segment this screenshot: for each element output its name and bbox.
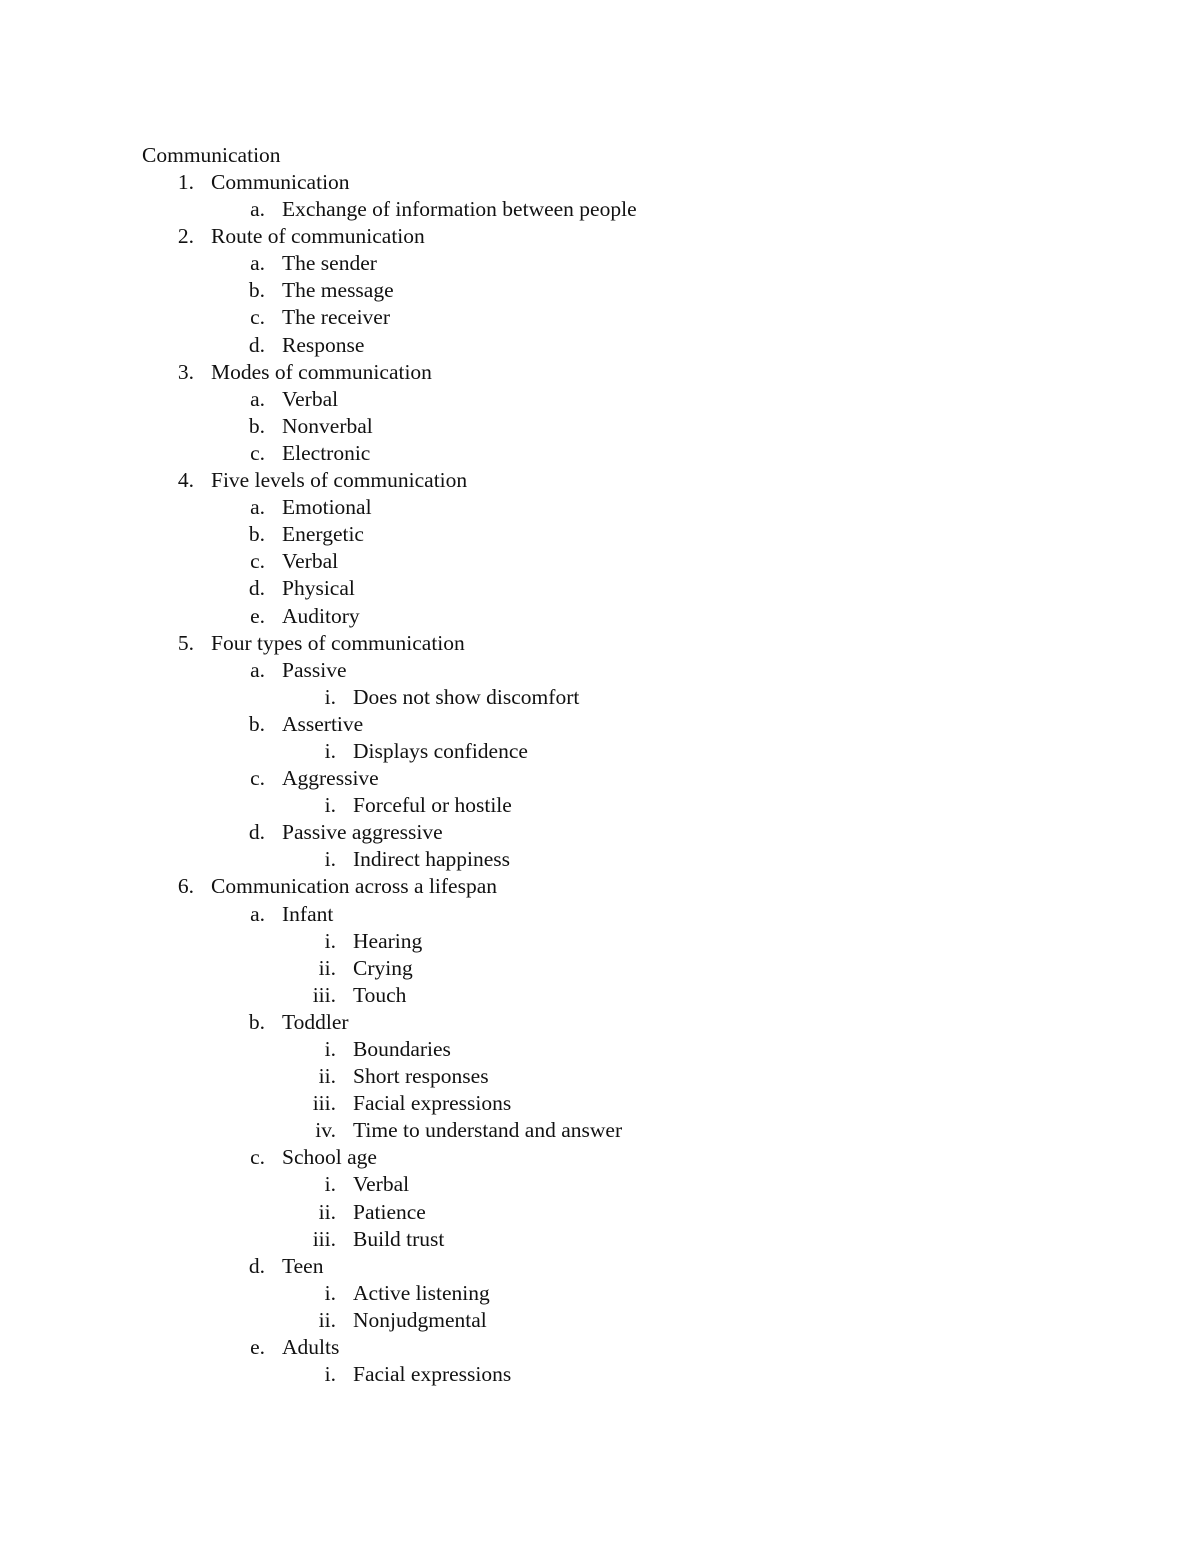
outline-item-marker: c. [250,1145,265,1170]
outline-subitem-marker: i. [324,1037,336,1061]
outline-item-marker: a. [250,386,265,411]
outline-subitem-label: Nonjudgmental [353,1307,487,1332]
outline-item [142,440,1042,467]
outline-item [142,711,1042,738]
outline-item-marker: d. [248,820,265,845]
outline-item-marker: c. [250,766,265,791]
outline-section-label: Communication [211,170,350,194]
outline-subitem [142,1307,1042,1334]
outline-item [142,657,1042,684]
outline-subitem-label: Time to understand and answer [353,1118,623,1143]
outline-subitem-marker: iii. [312,1226,336,1251]
outline-subitem-marker: i. [324,1172,336,1197]
outline-subitem-label: Forceful or hostile [353,793,512,818]
outline-section-marker: 1. [177,170,194,194]
outline-item-label: Assertive [282,711,364,736]
outline-subitem-label: Crying [353,955,413,980]
outline-subitem-label: Indirect happiness [353,847,511,872]
outline-item-marker: b. [248,522,265,547]
outline-section [142,873,1042,900]
outline-subitem-label: Verbal [353,1172,410,1197]
outline-subitem-marker: i. [324,928,336,953]
outline-item [142,304,1042,331]
outline-item-marker: b. [248,711,265,736]
outline-item-marker: d. [248,1253,265,1278]
outline-subitem-marker: i. [324,847,336,872]
outline-subitem [142,846,1042,873]
outline-item-label: Response [282,332,365,357]
outline-item-label: Physical [282,576,355,601]
outline-item [142,521,1042,548]
outline-item-marker: a. [250,901,265,926]
outline-item-label: The receiver [282,305,391,330]
outline-subitem [142,1226,1042,1253]
outline-section-label: Modes of communication [211,359,432,384]
outline-item-label: Auditory [282,603,360,628]
document-title: Communication [142,143,281,167]
outline-section-label: Five levels of communication [211,468,468,493]
outline-subitem-label: Boundaries [353,1037,451,1061]
outline-item-marker: c. [250,305,265,330]
outline-item [142,277,1042,304]
outline-item-label: The sender [282,251,377,276]
outline-section-marker: 4. [177,468,194,493]
outline-subitem-marker: i. [324,793,336,818]
outline-item [142,548,1042,575]
outline-subitem [142,928,1042,955]
outline-subitem-label: Hearing [353,928,423,953]
outline-section [142,169,1042,196]
outline-item-marker: b. [248,278,265,303]
outline-section-marker: 5. [177,630,194,655]
outline-item-marker: c. [250,549,265,574]
outline-subitem-label: Short responses [353,1064,489,1089]
outline-item-marker: d. [248,332,265,357]
outline-list [142,169,1042,1388]
outline-section-marker: 2. [177,224,194,249]
outline-item [142,819,1042,846]
outline-item [142,250,1042,277]
outline-item-label: Verbal [282,386,339,411]
outline-item-label: Exchange of information between people [282,197,637,222]
outline-item-label: Electronic [282,440,371,465]
outline-subitem-marker: iii. [312,1091,336,1116]
outline-item-marker: e. [250,1335,265,1360]
outline-subitem [142,1063,1042,1090]
outline-item [142,1009,1042,1036]
outline-subitem [142,1361,1042,1388]
outline-subitem-marker: ii. [318,1199,336,1224]
outline-item-marker: a. [250,657,265,682]
outline-item-label: Verbal [282,549,339,574]
document-body [142,142,1042,1388]
outline-item-label: Aggressive [282,766,379,791]
outline-item [142,386,1042,413]
outline-item-marker: b. [248,413,265,438]
outline-section [142,630,1042,657]
outline-subitem [142,684,1042,711]
outline-item-label: School age [282,1145,377,1170]
outline-item-marker: d. [248,576,265,601]
outline-item [142,494,1042,521]
outline-item-label: The message [282,278,394,303]
outline-section-marker: 3. [177,359,194,384]
outline-subitem-marker: ii. [318,955,336,980]
outline-subitem-label: Facial expressions [353,1362,512,1387]
outline-item [142,603,1042,630]
outline-item [142,1253,1042,1280]
outline-subitem [142,1171,1042,1198]
outline-item [142,413,1042,440]
outline-section [142,223,1042,250]
outline-item-marker: a. [250,251,265,276]
outline-item-label: Teen [282,1253,324,1278]
outline-subitem-marker: i. [324,1280,336,1305]
outline-subitem-marker: i. [324,684,336,709]
outline-item-label: Passive [282,657,347,682]
outline-subitem [142,792,1042,819]
outline-subitem-label: Patience [353,1199,426,1224]
outline-item-marker: b. [248,1009,265,1034]
outline-subitem [142,1199,1042,1226]
outline-subitem-label: Displays confidence [353,738,528,763]
outline-subitem [142,1280,1042,1307]
outline-item [142,901,1042,928]
outline-subitem [142,1090,1042,1117]
outline-subitem [142,955,1042,982]
outline-item [142,1334,1042,1361]
outline-subitem [142,982,1042,1009]
outline-item-label: Passive aggressive [282,820,443,845]
outline-subitem [142,738,1042,765]
outline-section-label: Route of communication [211,224,425,249]
outline-item-marker: c. [250,440,265,465]
outline-item [142,575,1042,602]
outline-section [142,467,1042,494]
outline-item-marker: a. [250,495,265,520]
outline-item-label: Energetic [282,522,364,547]
outline-item-label: Infant [282,901,334,926]
outline-item-marker: a. [250,197,265,222]
outline-item [142,332,1042,359]
outline-section-label: Communication across a lifespan [211,874,497,899]
outline-subitem [142,1117,1042,1144]
outline-item [142,196,1042,223]
outline-subitem-label: Active listening [353,1280,490,1305]
outline-subitem-label: Build trust [353,1226,445,1251]
outline-item-label: Emotional [282,495,372,520]
outline-item-label: Nonverbal [282,413,373,438]
outline-subitem [142,1036,1042,1063]
outline-subitem-label: Facial expressions [353,1091,512,1116]
outline-item [142,765,1042,792]
outline-subitem-marker: i. [324,738,336,763]
outline-subitem-marker: ii. [318,1307,336,1332]
outline-subitem-marker: iv. [315,1118,336,1143]
outline-item-label: Toddler [282,1009,349,1034]
outline-section-label: Four types of communication [211,630,465,655]
outline-item-label: Adults [282,1335,340,1360]
outline-subitem-label: Does not show discomfort [353,684,580,709]
outline-item [142,1144,1042,1171]
outline-section-marker: 6. [177,874,194,899]
outline-subitem-marker: iii. [312,982,336,1007]
outline-subitem-marker: ii. [318,1064,336,1089]
outline-subitem-label: Touch [353,982,407,1007]
outline-item-marker: e. [250,603,265,628]
outline-subitem-marker: i. [324,1362,336,1387]
outline-section [142,359,1042,386]
